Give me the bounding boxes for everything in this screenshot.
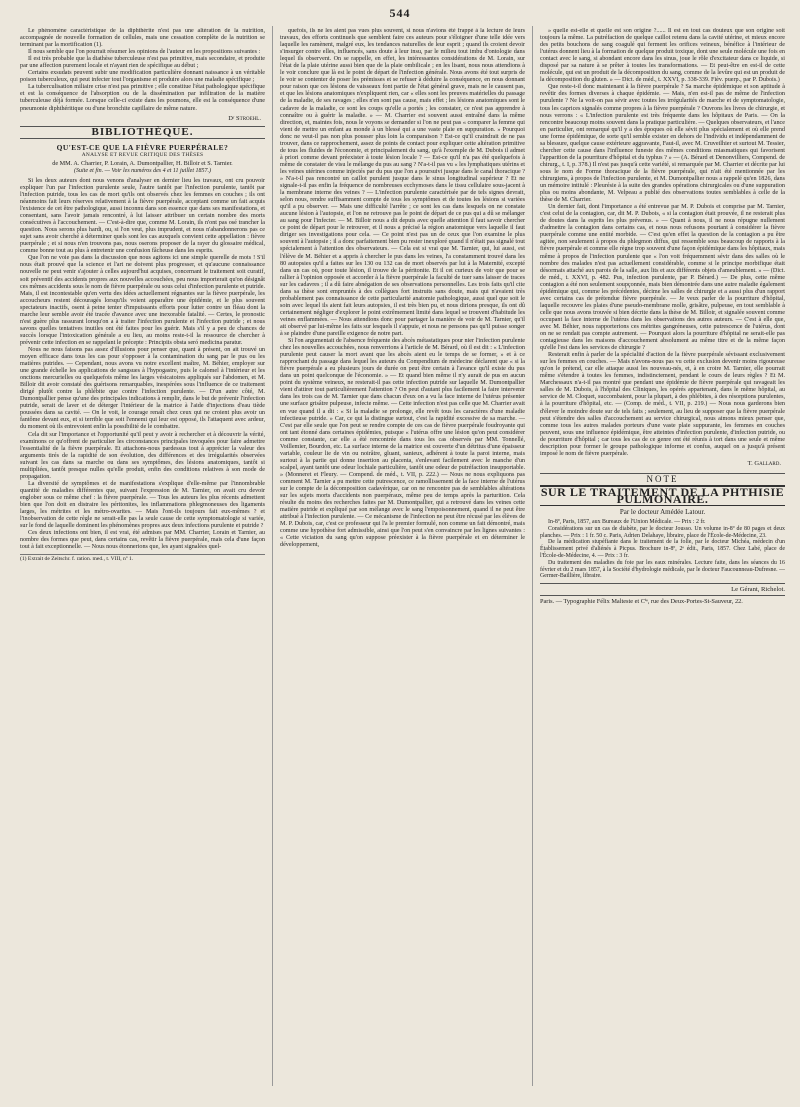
article-subtitle: ANALYSE ET REVUE CRITIQUE DES THÈSES: [81, 151, 204, 158]
paragraph: Si l'on argumentait de l'absence fréquente des abcès métastatiques pour nier l'infection purulente chez les nouvelles accouchées, nous renverrions à l'article de M. Bérard, où il est dit : « L'infection purulente peut causer la mort avant que les abcès aient eu le temps de se former, » et à ce rapprochant du passage dans lequel les auteurs du Compendium de médecine déclarent que « si la fièvre puerpérale a eu plusieurs jours de durée on peut être certain à l'avance qu'il existe du pus dans un point quelconque de l'économie. » — Et quand bien même il n'y aurait de pus en aucun point du système veineux, ne resterait-il pas cette infection putride sur laquelle M. Dumontpallier vient d'attirer tout particulièrement l'attention ? On peut d'autant plus facilement la faire intervenir dans les trois cas de M. Tarnier que dans chacun d'eux on a vu la face interne de l'utérus présenter une surface grisâtre pulpeuse, infecte même. — Cette infection n'est pas celle que M. Charrier avait en vue quand il a dit : « Si la maladie se prolonge, elle revêt tous les caractères d'une maladie infectieuse putride. » Car, ce qui la distingue surtout, c'est la rapidité excessive de sa marche. — C'est par elle seule que l'on peut se rendre compte de ces cas de fièvre puerpérale foudroyante qui ont tant étonné dans certaines épidémies, puisque « l'utérus offre une lésion qu'on peut considérer comme constante, car elle a été rencontrée dans tous les cas observés par MM. Tonnellé, Voillemier, Bourdon, etc. La surface interne de la matrice est couverte d'un détritus d'une épaisseur variable, couleur lie de vin ou noirâtre, gluant, sanieux, adhérent à toute la paroi interne, mais surtout à la partie qui donne insertion au placenta, s'enlevant facilement avec le manche d'un scalpel, ayant tantôt une odeur lochiale particulière, tantôt une odeur de putréfaction insupportable. » (Monneret et Fleury. — Compend. de méd., t. VII, p. 222.) — Nous ne nous expliquons pas comment M. Tarnier a pu mettre cette putrescence, ce ramollissement de la face interne de l'utérus sur le compte de la décomposition cadavérique, car on ne rencontre pas de semblables altérations sur les sujets morts d'accidents non puerpéraux, même peu de temps après la parturition. Cela résulte du moins des recherches faites par M. Dumontpallier, qui a retrouvé dans les veines cette matière putride et expliqué par son mélange avec le sang l'empoisonnement, quand il ne peut être attribué à l'infection purulente. — Ce mécanisme de l'infection ne peut être récusé par les élèves de M. P. Dubois, car, c'est ce professeur qui l'a le premier formulé, non comme un fait démontré, mais comme une hypothèse fort admissible, ainsi que l'on peut s'en convaincre par les lignes suivantes : « Cette viciation du sang qu'on suppose préexister à la fièvre puerpérale et en déterminer le développement,: [280, 338, 525, 549]
advertisement: In-8º, Paris, 1857, aux Bureaux de l'Union Médicale. — Prix : 2 fr.: [548, 519, 706, 526]
column-right: [540, 28, 785, 1078]
column-left: [20, 28, 265, 1078]
author-signature: T. Gallard.: [747, 459, 781, 467]
paragraph: Que l'on ne voie pas dans la discussion que nous agitons ici une simple querelle de mots ! S'il nous était prouvé que la science et l'art ne doivent plus progresser, et qu'aucune connaissance nouvelle ne peut venir s'ajouter à celles aujourd'hui acquises, concernant le traitement soit curatif, soit préventif des accidents propres aux nouvelles accouchées, peu nous importerait qu'on désignât ces mêmes accidents sous le nom de fièvre puerpérale ou sous celui d'infection purulente et putride. Mais, il est incontestable qu'en vertu des idées actuellement régnantes sur la fièvre puerpérale, les accoucheurs restent découragés lorsqu'ils voient apparaître une épidémie, et le plus souvent spectateurs inactifs, osent à peine tenter d'impuissants efforts pour lutter contre un fléau dont la marche leur semble avoir été tracée d'avance avec une inexorable fatalité. — Certes, le pronostic n'est guère plus rassurant lorsqu'on a à traiter l'infection purulente et l'infection putride ; et nous savons quelles tentatives inutiles ont été faites pour les guérir. Mais s'il y a peu de chances de succès lorsque l'intoxication générale a eu lieu, au moins reste-t-il la ressource de chercher à prévenir cette infection en se rappelant le précepte : Principiis obsta seró medicina paratur.: [20, 255, 265, 346]
paragraph: quefois, ils ne les aient pas vues plus souvent, si nous n'avions été frappé à la lecture de leurs travaux, des efforts continuels que semblent faire ces auteurs pour s'éloigner d'une telle idée vers laquelle les ramènent, malgré eux, les tendances naturelles de leur esprit ; quand ils croient devoir s'insurger contre elles, influencés, sans doute à leur insu, par le milieu tout imbu d'ontologie dans lequel ils observent. On se rappelle, en effet, les intéressantes considérations de M. Lorain, sur l'état de la plaie utérine aussi bien que de la plaie ombilicale ; en les lisant, nous nous attendions à le voir conclure que là est le point de départ de l'infection générale. Nous avons été tout surpris de le voir se contenter de poser les prémisses et se refuser à déduire la conséquence, en nous donnant pour raison que ces lésions de vaisseaux font partie de l'état général grave, mais ne le causent pas, et que les lésions anatomiques n'expliquent rien, car « elles sont les preuves matérielles du passage de la maladie, de ses ravages ; elles n'en sont pas cause, mais effet ; les lésions anatomiques sont le cadavre de la maladie, ce sont les coups qu'elle a portés ; les constater, ce n'est pas apprendre à connaître ou à guérir la maladie. » — M. Charrier est souvent aussi entraîné dans la même direction, et, maintes fois, nous le voyons se demander si l'on ne peut pas « comparer la femme qui vient de mettre un enfant au monde à un blessé qui a une vaste plaie en suppuration. » Pourquoi donc ne veut-il pas non plus pousser plus loin la comparaison ? Est-ce qu'il craindrait de ne pas trouver, dans ce rapprochement, assez de points de contact pour expliquer cette altération primitive de tous les fluides de l'économie, et principalement du sang, qu'à l'exemple de M. Dubois il admet à priori comme devant préexister à toute lésion locale ? — Est-ce qu'il n'a pas été quelquefois à même de constater de visu le mélange du pus au sang ? N'a-t-il pas vu « les lymphatiques utérins et les veines utérines comme injectés par du pus que l'on a poursuivi jusque dans le canal thoracique ? » N'a-t-il pas rencontré un caillot purulent jusque dans le sinus longitudinal supérieur ? Et ne signale-t-il pas enfin la fréquence de nombreuses ecchymoses dans le tissu cellulaire sous-jacent à la membrane interne des veines ? — L'infection purulente caractérisée par de tels signes devrait, selon nous, rendre suffisamment compte de tous les symptômes et de toutes les lésions si variées qu'il a pu observer. — Mais une difficulté l'arrête ; ce sont les cas dans lesquels on ne constate aucune lésion à l'autopsie, et l'on ne retrouve pas le point de départ de ce pus qui a dû se mélanger au sang pour l'infecter. — M. Billoir nous a dit depuis avec quelle attention il faut savoir chercher ce point de départ pour le retrouver, et il nous a précisé la région anatomique vers laquelle il faut diriger ses investigations pour cela. — Ce point n'est pas un de ceux que l'on examine le plus souvent à l'autopsie ; il a donc parfaitement bien pu rester inexploré quand il n'était pas signalé tout spécialement à l'attention des observateurs. — Cela est si vrai que M. Tarnier, qui, lui aussi, est l'élève de M. Béhier et a appris à chercher le pus dans les veines, l'a constamment trouvé dans les 80 autopsies qu'il a faites sur les 130 ou 132 cas de mort observés par lui à la Maternité, excepté dans un cas où, pour toute lésion, il trouve de la péritonite. Et il cet curieux de voir que pour se rallier à l'opinion opposée et accorder à la fièvre puerpérale la faculté de tuer sans laisser de traces sur les cadavres ; il a dû faire abnégation de ses observations personnelles. Les trois faits qu'il cite dans sa thèse sont empruntés à des collègues fort instruits sans doute, mais qui n'avaient très probablement pas connaissance de cette particularité anatomie pathologique, aussi quel que soit le soin avec lequel ils aient fait leurs autopsies, il est très bien pu, et nous dirions presque, ils ont dû certainement négliger d'explorer le point extrêmement limité dans lequel se trouvent d'habitude les veines enflammées. — Nous attendions donc pour partager la manière de voir de M. Tarnier, qu'il ait observé par lui-même les faits sur lesquels il s'appuie, et nous ne pensons pas qu'il puisse songer à se plaindre d'une pareille exigence de notre part.: [280, 28, 525, 338]
column-rule-left: [272, 26, 273, 1086]
paragraph: Que reste-t-il donc maintenant à la fièvre puerpérale ? Sa marche épidémique et son aptitude à revêtir des formes diverses à chaque épidémie. — Mais, n'en est-il pas de même de l'infection purulente ? Ne la voit-on pas sévir avec toutes les irrégularités de marche et de symptomatologie, tous les caprices signalés comme propres à la fièvre puerpérale ? Ouvrons les livres de chirurgie, et nous verrons : « L'infection purulente est très fréquente dans les hôpitaux de Paris. — On la rencontre beaucoup moins souvent dans la pratique particulière. — Quelques observateurs, et l'ance en particulier, ont remarqué qu'il y a des époques où elle sévit plus spécialement et où elle prend une forme épidémique, de sorte qu'il semble exister en dehors de l'individu et indépendamment de sa blessure, quelque cause extérieure aggravante, Faut-il, avec M. Cruveilhier et surtout M. Tessier, chercher cette cause dans l'influence funeste des mêmes conditions miasmatiques qui favorisent l'apparition de la pourriture d'hôpital et du typhus ? » — (A. Bérard et Denonvilliers, Compend. de chirurg., t. I, p. 378.) Il n'est pas jusqu'à cette variété, si remarquée par M. Charrier et décrite par lui sous le nom de Forme thoracique de la fièvre puerpérale, qui n'ait été mentionnée par les chirurgiens, à propos de l'infection purulente, et M. Dumontpallier nous a rappelé qu'en 1826, dans un mémoire intitulé : Pleurésie à la suite des grandes opérations chirurgicales ou d'une suppuration plus ou moins abondante, M. Velpeau a publié des observations toutes semblables à celle de la thèse de M. Charrier.: [540, 84, 785, 204]
advertisement: Du traitement des maladies du foie par les eaux minérales. Lecture faite, dans les séances du 16 février et du 2 mars 1857, à la Société d'hydrologie médicale, par le docteur Faucounneau-Dufresne. — Germer-Baillière, libraire.: [540, 559, 785, 580]
article-authors: de MM. A. Charrier, P. Lorain, A. Dumontpallier, H. Billoir et S. Tarnier.: [52, 159, 233, 167]
note-author: Par le docteur Amédée Latour.: [619, 508, 706, 517]
advertisement: De la médication stupéfiante dans le traitement de la folie, par le docteur Michéa, médecin d'un Établissement privé d'aliénés à Picpus. Brochure in-8º, 2ᵉ édit., Paris, 1857. Chez Labé, place de l'École-de-Médecine, 4. — Prix : 3 fr.: [540, 539, 785, 560]
paragraph: La tuberculisation miliaire crise n'est pas primitive ; elle constitue l'état pathologique spécifique et est la conséquence de l'absorption ou de la dissémination par infiltration de la matière tuberculeuse déjà formée. Lorsque celle-ci existe dans les poumons, elle est la conséquence d'une pneumonie diphthéritique ou d'une bronchite capillaire de même nature.: [20, 84, 265, 112]
column-rule-right: [532, 26, 533, 1086]
page-number: 544: [389, 6, 411, 20]
note-title: SUR LE TRAITEMENT DE LA PHTHISIE PULMONAIRE.: [540, 484, 785, 506]
author-signature: Dʳ Stroehl.: [228, 114, 261, 122]
advertisement: Considérations sur un cas de diabète, par le docteur Jousso. Un volume in-8º de 80 pages et deux planches. — Prix : 1 fr. 50 c. Paris, Adrien Delahaye, libraire, place de l'École-de-Médecine, 23.: [540, 525, 785, 539]
continuation-note: (Suite et fin. — Voir les numéros des 4 et 11 juillet 1857.): [74, 167, 211, 174]
footnote: (1) Extrait de Zeitschr. f. ration. med., t. VIII, nº 1.: [20, 554, 265, 563]
printer-imprint: Paris. — Typographie Félix Malteste et Cⁱᵉ, rue des Deux-Portes-St-Sauveur, 22.: [540, 595, 785, 605]
column-middle: [280, 28, 525, 1078]
paragraph: Cela dit sur l'importance et l'opportunité qu'il peut y avoir à rechercher et à découvrir la vérité, examinons ce qu'offrent de particulier les circonstances principales invoquées pour faire admettre l'essentialité de la fièvre puerpérale. Et attachons-nous pardessus tout à apprécier la valeur des arguments tirés de la rapidité de son évolution, des différences et des irrégularités observées suivant les cas dans sa marche ou dans ses symptômes, des lésions anatomiques, tantôt si multipliées, tantôt presque nulles qu'elle produit, enfin des conditions relatives à son mode de propagation.: [20, 431, 265, 480]
paragraph: Certains exsudats peuvent subir une modification particulière donnant naissance à un véritable poison tuberculeux, qui peut infecter tout l'organisme et produire alors une maladie spécifique ;: [20, 70, 265, 84]
paragraph: Resterait enfin à parler de la spécialité d'action de la fièvre puerpérale sévissant exclusivement sur les femmes en couches. — Mais n'avons-nous pas vu cette exclusion devenir moins rigoureuse qu'on le prétend, car elle attaque aussi les nouveau-nés, et, à en croire M. Tarnier, elle pourrait même s'étendre à toutes les femmes, indistinctement, pendant le cours de leurs règles ? Et M. Marchessaux n'a-t-il pas montré que pendant une épidémie de fièvre puerpérale qui ravageait les salles de M. Dubois, à l'hôpital des Cliniques, les opérés appartenant, dans le même hôpital, au service de M. Cloquet, succombaient, pour la plupart, à des phlébites, à des résorptions purulentes, à la pourriture d'hôpital, etc. — (Comp. de méd., t. VII, p. 219.) — Nous nous garderons bien d'élever le moindre doute sur de tels faits ; seulement, au lieu de supposer que la fièvre puerpérale peut s'étendre des salles d'accouchement au service chirurgical, nous aimons mieux penser que, comme tous les autres malades porteurs d'une vaste plaie suppurante, les femmes en couches peuvent, sous une influence épidémique, être atteintes d'infection purulente, d'infection putride, ou de pourriture d'hôpital ; car tous les cas de ce genre ont été réunis à tort dans une seule et même description pour former le groupe pathologique informe et confus, auquel on a jusqu'à présent imposé le nom de fièvre puerpérale.: [540, 352, 785, 457]
paragraph: Il nous semble que l'on pourrait résumer les opinions de l'auteur en les propositions suivantes :: [28, 49, 261, 56]
paragraph: Le phénomène caractéristique de la diphthérite n'est pas une altération de la nutrition, accompagnée de nouvelle formation de cellules, mais une cessation complète de la nutrition se terminant par la mortification (1).: [20, 28, 265, 49]
paragraph: » quelle est-elle et quelle est son origine ?...... Il est en tout cas douteux que son origine soit toujours la même. La putréfaction de quelque caillot retenu dans la cavité utérine, et mieux encore des petits bouchons de sang coagulé qui ferment les orifices veineux, bénéfice à l'intérieur de l'utérus donnent lieu à la formation de quelque produit toxique, dont une seule molécule une fois en contact avec le sang, si abondant encore dans les sinus, joue le rôle d'excitateur dans ce liquide, si disposé par sa nature à se prêter à toutes les transformations. — Et peut-être en est-il de cette molécule, qui est un produit de la décomposition du sang, comme de la levûre qui est un produit de la décomposition du gluten. » — Dict. de méd., t. XXVI, p. 338-339. Fièv. puerp., par P. Dubois.): [540, 28, 785, 84]
section-heading: BIBLIOTHÈQUE.: [20, 126, 265, 139]
paragraph: Il est très probable que la diathèse tuberculeuse n'est pas primitive, mais secondaire, et produite par une affection purement locale et n'ayant rien de spécifique au début ;: [20, 56, 265, 70]
paragraph: La diversité de symptômes et de manifestations s'explique d'elle-même par l'innombrable quantité de maladies différentes que, suivant l'expression de M. Tarnier, on avait cru devoir englober sous ce même chef : la fièvre puerpérale. — Tous les auteurs les plus récents admettent bien que l'on doit en distraire les péritonites, les inflammations phlegmoneuses des ligaments larges, les métrites et les métro-ovarites. — Mais l'ont-ils toujours fait eux-mêmes ? et l'inobservation de cette règle ne serait-elle pas la seule cause de cette symptomatologie si variée, sur le fond de laquelle dominent les phénomènes propres aux deux infections purulente et putride ?: [20, 480, 265, 530]
paragraph: Si les deux auteurs dont nous venons d'analyser en dernier lieu les travaux, ont cru pouvoir expliquer l'un par l'infection purulente seule, l'autre tantôt par l'infection purulente, tantôt par l'infection putride, tous les cas de mort qu'ils ont observés chez les femmes en couches ; ils ont néanmoins fait leurs réserves relativement à la fièvre puerpérale, acceptant comme un fait acquis l'existence de cet être pathologique, aussi inconnu dans son essence que dans ses manifestations, et consentant, sans l'avoir jamais rencontré, à lui laisser attribuer un certain nombre des morts consécutives à l'accouchement. — C'est-à-dire que, comme M. Lorain, ils n'ont pas osé trancher la question. Nous serons plus hardi, ou, si l'on veut, plus imprudent, et nous n'abandonnerons pas ce sujet sans avoir cherché à déterminer quels sont les cas auxquels convient cette appellation : fièvre puerpérale ; et si nous n'en trouvons pas, nous oserons proposer de la rayer du glossaire médical, comme bonne tout au plus à entretenir une confusion fâcheuse dans les esprits.: [20, 177, 265, 255]
paragraph: Un dernier fait, dont l'importance a été entrevue par M. P. Dubois et comprise par M. Tarnier, c'est celui de la contagion, car, dit M. P. Dubois, « si la contagion était prouvée, il ne resterait plus de doutes dans la esprits les plus prévenus. » — Quant à nous, il ne nous répugne nullement d'admettre la contagion dans certains cas, et nous nous refusons pourtant à considérer la fièvre puerpérale comme une entité morbide. — C'est qu'en effet la question de la contagion a pu être agitée, non seulement à propos du phlegmon diffus, qui ressemble sous beaucoup de rapports à la fièvre puerpérale et comme elle règne trop souvent d'une façon épidémique dans les hôpitaux, mais même à propos de l'infection purulente que « l'on voit fréquemment sévir dans des salles où le nombre des malades n'est pas actuellement considérable, comme si le principe morbifique était désormais attaché aux parois de la salle, aux lits et aux différents objets d'ameublement. » — (Dict. de méd., t. XXVI, p. 482. Pus, infection purulente, par P. Bérard.) — De plus, cette même contagion a été non seulement soupçonnée, mais bien démontrée dans une autre maladie également épidémique qui, comme les précédentes, décime les salles de chirurgie et a aussi plus d'un rapport avec certains cas de prétendue fièvre puerpérale. — Je veux parler de la pourriture d'hôpital, laquelle recouvre les plaies d'une pseudo-membrane molle, grisâtre, pulpeuse, en tout semblable à celle que nous avons trouvée si bien décrite dans la thèse de M. Billoir, et signalée souvent comme occupant la face interne de l'utérus dans les observations des autres auteurs. — C'est à elle que, avec M. Béhier, nous rapporterions ces métrites gangréneuses, cette putrescence de l'utérus, dont on ne se rendait pas compte autrement. — Pourquoi alors la pourriture d'hôpital ne serait-elle pas contagieuse dans les maisons d'accouchement absolument au même titre et de la même façon qu'elle l'est dans les services de chirurgie ?: [540, 204, 785, 352]
manager-signature: Le Gérant, Richelot.: [540, 583, 785, 593]
paragraph: Nous ne nous faisons pas assez d'illusions pour penser que, quant à présent, on ait trouvé un moyen efficace dans tous les cas pour s'opposer à la contamination du sang par le pus ou les matières putrides. — Cependant, nous avons vu notre excellent maître, M. Béhier, employer sur une grande échelle les applications de sangsues à l'hypogastre, puis le calomel à l'intérieur et les onctions mercurielles ou quelquefois même les larges vésicatoires appliqués sur l'abdomen, et M. Billoir dit avoir constaté des guérisons remarquables, inespérées sous l'influence de ce traitement dirigé plutôt contre la phlébite que contre l'infection purulente. — D'un autre côté, M. Dumontpallier pense qu'une des principales indications à remplir, dans le but de prévenir l'infection putride, serait de laver et de déterger l'intérieur de la matrice à l'aide d'injections d'eau tiède poussées dans sa cavité. — On le voit, le courage renaît chez ceux qui ne croient plus avoir un fantôme devant eux, et si terrible que soit l'ennemi qui leur est opposé, ils l'attaquent avec ardeur, du moment où ils entrevoient enfin la possibilité de le combattre.: [20, 346, 265, 431]
note-label: NOTE: [540, 473, 785, 483]
article-title: QU'EST-CE QUE LA FIÈVRE PUERPÉRALE?: [56, 142, 229, 152]
paragraph: Ces deux infections ont bien, il est vrai, été admises par MM. Charrier, Lorain et Tarnier, au nombre des formes que peut, dans certains cas, revêtir la fièvre puerpérale, mais cela d'une façon tout à fait exceptionnelle. — Nous nous étonnerions que, les ayant signalées quel-: [20, 530, 265, 551]
